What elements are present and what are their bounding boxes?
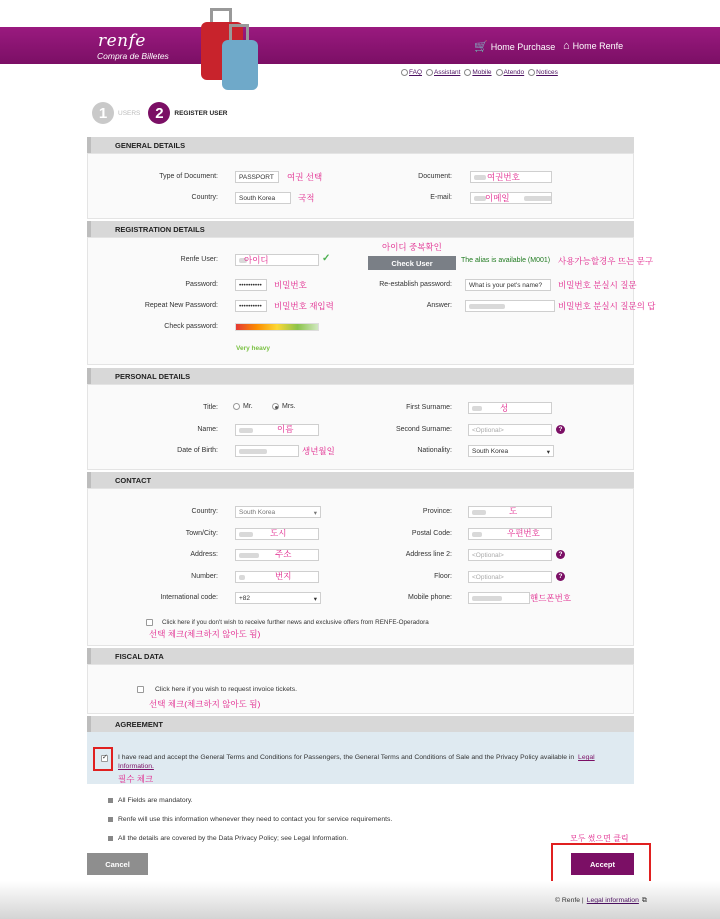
first-surname-label: First Surname: [406, 404, 452, 411]
address-line2-label: Address line 2: [405, 551, 452, 558]
legal-information-link[interactable]: Information. [118, 762, 154, 770]
agreement-text-block [118, 754, 618, 771]
footer-legal-link[interactable]: Legal information [586, 897, 639, 904]
top-links [401, 69, 558, 76]
mobile-icon [464, 69, 471, 76]
country-select[interactable]: South Korea [235, 192, 291, 204]
check-password-label: Check password: [164, 323, 218, 330]
home-purchase-label: Home Purchase [490, 41, 556, 52]
renfe-user-label: Renfe User: [180, 256, 218, 263]
title-label: Title: [203, 404, 218, 411]
answer-input[interactable] [465, 300, 555, 312]
cart-icon: 🛒 [474, 41, 488, 53]
repeat-password-label: Repeat New Password: [144, 302, 218, 309]
number-label: Number: [191, 573, 218, 580]
help-icon[interactable]: ? [556, 550, 565, 559]
reestablish-label: Re-establish password: [379, 281, 452, 288]
mr-label: Mr. [243, 403, 253, 410]
title-radio-mr[interactable] [233, 403, 253, 410]
mobile-link[interactable]: Mobile [464, 69, 491, 76]
answer-label: Answer: [426, 302, 452, 309]
footer [555, 897, 647, 905]
renfe-logo[interactable]: renfe [98, 31, 146, 51]
contact-country-select[interactable]: South Korea ▾ [235, 506, 321, 518]
email-label: E-mail: [430, 194, 452, 201]
check-user-button[interactable]: Check User [368, 256, 456, 270]
agreement-text: I have read and accept the General Terms and Conditions for Passengers, the General Terms and Conditions of Sale and the Privacy Policy available in [118, 754, 575, 761]
personal-details-header: PERSONAL DETAILS [87, 368, 634, 384]
document-type-select[interactable]: PASSPORT [235, 171, 279, 183]
date-of-birth-label: Date of Birth: [177, 447, 218, 454]
step1-label: USERS [118, 109, 141, 117]
luggage-image [196, 4, 266, 89]
offers-checkbox[interactable] [146, 619, 153, 626]
chat-icon [426, 69, 433, 76]
annotation-answer: 비밀번호 분실시 질문의 답 [558, 301, 656, 311]
province-label: Province: [422, 508, 452, 515]
step1-number: 1 [92, 102, 114, 124]
first-surname-input[interactable] [468, 402, 552, 414]
second-surname-label: Second Surname: [395, 426, 452, 433]
home-purchase-link[interactable] [474, 40, 555, 53]
copyright-text: © Renfe | [555, 897, 584, 904]
external-link-icon: ⧉ [641, 897, 647, 904]
annotation-user: 아이디 [244, 255, 269, 265]
nationality-select[interactable]: South Korea ▾ [468, 445, 554, 457]
dropdown-arrow-icon: ▾ [313, 596, 317, 603]
annotation-address: 주소 [275, 549, 292, 559]
annotation-repeat: 비밀번호 재입력 [274, 301, 334, 311]
annotation-dob: 생년월일 [302, 446, 335, 456]
step2-label: REGISTER USER [174, 109, 228, 117]
annotation-agreement: 필수 체크 [118, 774, 154, 784]
town-label: Town/City: [185, 530, 218, 537]
annotation-check: 아이디 중복확인 [382, 242, 442, 252]
accept-button[interactable]: Accept [571, 853, 634, 875]
address-line2-input[interactable]: <Optional> [468, 549, 552, 561]
annotation-password: 비밀번호 [274, 280, 307, 290]
offers-text: Click here if you don't wish to receive further news and exclusive offers from RENFE-Operadora [162, 619, 429, 626]
annotation-document: 여권번호 [487, 172, 520, 182]
annotation-province: 도 [509, 506, 518, 516]
annotation-town: 도시 [270, 528, 287, 538]
dropdown-arrow-icon: ▾ [313, 510, 317, 517]
cancel-button[interactable]: Cancel [87, 853, 148, 875]
help-icon[interactable]: ? [556, 572, 565, 581]
accessibility-icon [496, 69, 503, 76]
contact-country-label: Country: [191, 508, 218, 515]
international-code-select[interactable]: +82 ▾ [235, 592, 321, 604]
annotation-email: 이메일 [485, 193, 510, 203]
dropdown-arrow-icon: ▾ [546, 449, 550, 456]
email-input[interactable] [470, 192, 552, 204]
password-input[interactable]: •••••••••• [235, 279, 267, 291]
logo-subtitle: Compra de Billetes [97, 51, 169, 61]
annotation-first-surname: 성 [500, 403, 509, 413]
country-label: Country: [191, 194, 218, 201]
type-of-document-label: Type of Document: [159, 173, 218, 180]
notices-link[interactable]: Notices [528, 69, 558, 76]
title-radio-mrs[interactable] [272, 403, 296, 410]
note-privacy: All the details are covered by the Data Privacy Policy; see Legal Information. [108, 835, 348, 842]
postal-code-label: Postal Code: [411, 530, 452, 537]
general-details-header: GENERAL DETAILS [87, 137, 634, 153]
mobile-phone-input[interactable] [468, 592, 530, 604]
annotation-type: 여권 선택 [287, 172, 323, 182]
help-icon[interactable]: ? [556, 425, 565, 434]
step2-number: 2 [148, 102, 170, 124]
invoice-text: Click here if you wish to request invoice tickets. [155, 686, 298, 693]
alias-available-message: The alias is available (M001) [461, 257, 551, 264]
password-strength-bar [235, 323, 319, 331]
assistant-link[interactable]: Assistant [426, 69, 460, 76]
faq-link[interactable]: FAQ [401, 69, 422, 76]
annotation-alias: 사용가능할경우 뜨는 문구 [558, 256, 654, 266]
note-contact: Renfe will use this information whenever they need to contact you for service requirements. [108, 816, 392, 823]
nationality-label: Nationality: [417, 447, 452, 454]
international-code-label: International code: [160, 594, 218, 601]
home-renfe-label: Home Renfe [572, 41, 624, 51]
annotation-number: 번지 [275, 571, 292, 581]
atendo-link[interactable]: Atendo [496, 69, 525, 76]
date-of-birth-input[interactable] [235, 445, 299, 457]
faq-icon [401, 69, 408, 76]
document-label: Document: [418, 173, 452, 180]
address-label: Address: [190, 551, 218, 558]
annotation-accept: 모두 썼으면 클릭 [570, 834, 629, 843]
annotation-name: 이름 [277, 424, 294, 434]
floor-input[interactable]: <Optional> [468, 571, 552, 583]
info-icon [528, 69, 535, 76]
note-mandatory: All Fields are mandatory. [108, 797, 193, 804]
annotation-offers: 선택 체크(체크하지 않아도 됨) [149, 629, 261, 639]
mobile-phone-label: Mobile phone: [408, 594, 452, 601]
legal-link[interactable]: Legal [578, 754, 595, 761]
mrs-label: Mrs. [282, 403, 296, 410]
floor-label: Floor: [434, 573, 452, 580]
annotation-mobile: 핸드폰번호 [530, 593, 572, 603]
fiscal-data-header: FISCAL DATA [87, 648, 634, 664]
password-label: Password: [185, 281, 218, 288]
registration-details-header: REGISTRATION DETAILS [87, 221, 634, 237]
agreement-checkbox[interactable]: ✓ [102, 754, 108, 761]
agreement-header: AGREEMENT [87, 716, 634, 732]
home-icon: ⌂ [563, 40, 570, 52]
general-details-panel [87, 153, 634, 219]
contact-header: CONTACT [87, 472, 634, 488]
check-mark-icon: ✓ [322, 253, 331, 264]
step-indicator [92, 102, 228, 124]
annotation-invoice: 선택 체크(체크하지 않아도 됨) [149, 699, 261, 709]
second-surname-input[interactable]: <Optional> [468, 424, 552, 436]
invoice-checkbox[interactable] [137, 686, 144, 693]
annotation-question: 비밀번호 분실시 질문 [558, 280, 637, 290]
home-renfe-link[interactable] [563, 40, 623, 52]
annotation-postal: 우편번호 [507, 528, 540, 538]
name-label: Name: [197, 426, 218, 433]
security-question-select[interactable]: What is your pet's name? [465, 279, 551, 291]
password-strength-text: Very heavy [236, 345, 270, 352]
repeat-password-input[interactable]: •••••••••• [235, 300, 267, 312]
annotation-country: 국적 [298, 193, 315, 203]
